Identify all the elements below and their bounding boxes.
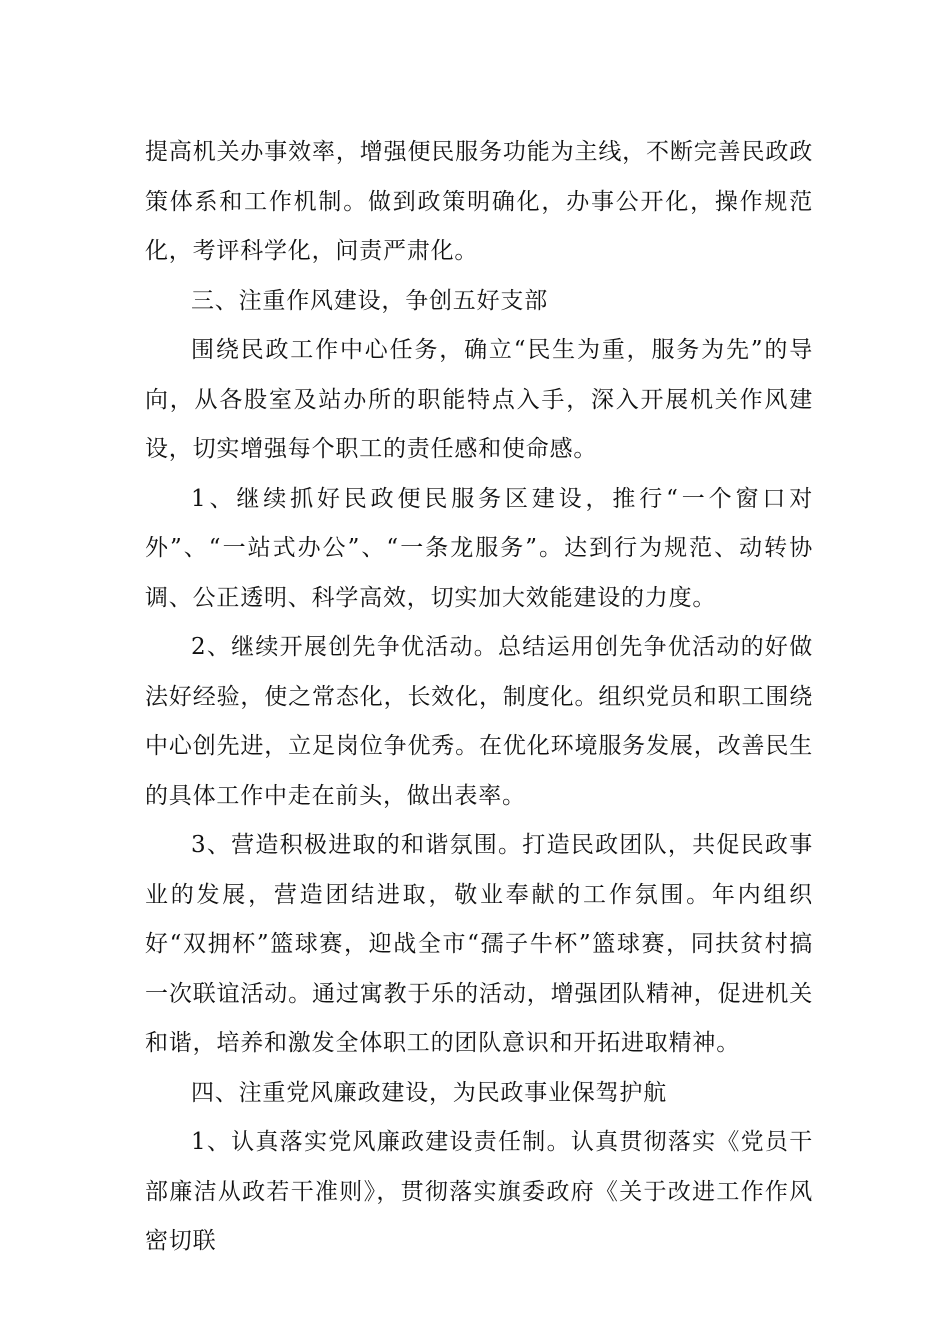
- paragraph-item-3-1: 1、继续抓好民政便民服务区建设，推行“一个窗口对外”、“一站式办公”、“一条龙服务”。达到行为规范、动转协调、公正透明、科学高效，切实加大效能建设的力度。: [145, 485, 813, 611]
- document-body: [145, 128, 813, 1267]
- paragraph-item-3-2: 2、继续开展创先争优活动。总结运用创先争优活动的好做法好经验，使之常态化，长效化，制度化。组织党员和职工围绕中心创先进，立足岗位争优秀。在优化环境服务发展，改善民生的具体工作中走在前头，做出表率。: [145, 634, 813, 809]
- paragraph-item-4-1: 1、认真落实党风廉政建设责任制。认真贯彻落实《党员干部廉洁从政若干准则》，贯彻落实旗委政府《关于改进工作作风密切联: [145, 1129, 813, 1254]
- paragraph-continuation: 提高机关办事效率，增强便民服务功能为主线，不断完善民政政策体系和工作机制。做到政策明确化，办事公开化，操作规范化，考评科学化，问责严肃化。: [145, 139, 813, 264]
- paragraph-item-3-3: 3、营造积极进取的和谐氛围。打造民政团队，共促民政事业的发展，营造团结进取，敬业奉献的工作氛围。年内组织好“双拥杯”篮球赛，迎战全市“孺子牛杯”篮球赛，同扶贫村搞一次联谊活动。通过寓教于乐的活动，增强团队精神，促进机关和谐，培养和激发全体职工的团队意识和开拓进取精神。: [145, 832, 813, 1056]
- section-heading-4: 四、注重党风廉政建设，为民政事业保驾护航: [191, 1079, 667, 1106]
- paragraph-section-3-intro: 围绕民政工作中心任务，确立“民生为重，服务为先”的导向，从各股室及站办所的职能特点入手，深入开展机关作风建设，切实增强每个职工的责任感和使命感。: [145, 337, 813, 462]
- section-heading-3: 三、注重作风建设，争创五好支部: [191, 287, 548, 314]
